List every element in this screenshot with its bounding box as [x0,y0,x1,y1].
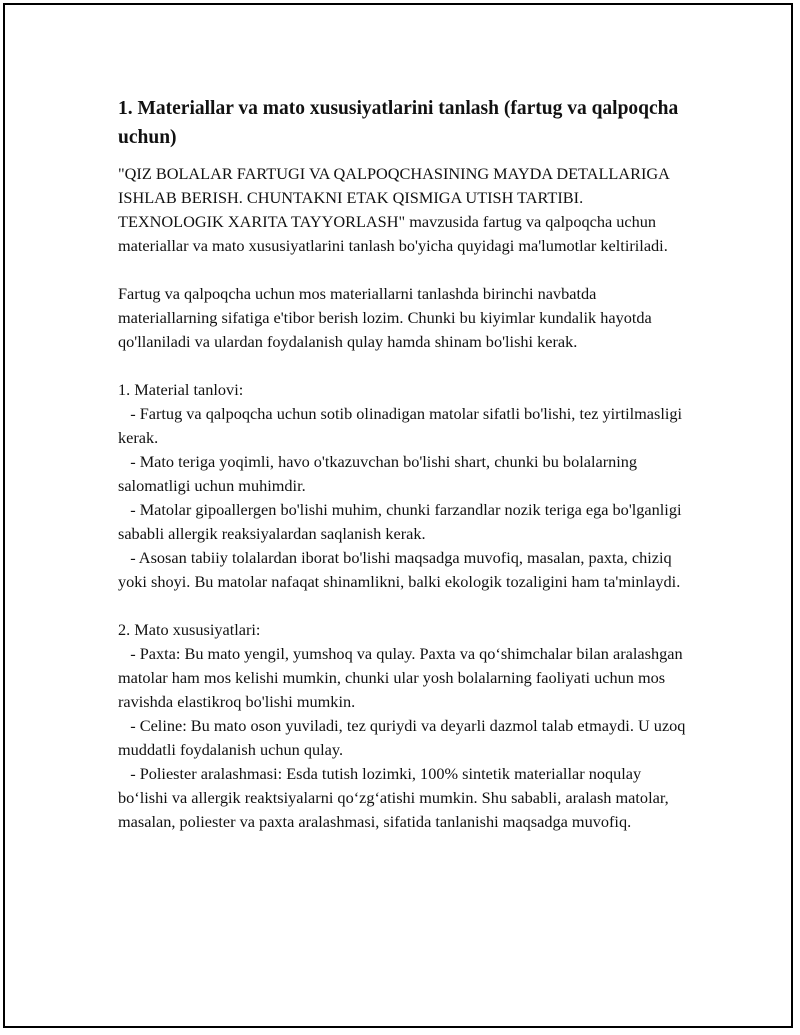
section-fabric-properties [118,618,690,834]
document-body [118,94,690,858]
paragraph-materials-quality: Fartug va qalpoqcha uchun mos materiallarni tanlashda birinchi navbatda materiallarning sifatiga e'tibor berish lozim. Chunki bu kiyimlar kundalik hayotda qo'llaniladi va ulardan foydalanish qulay hamda shinam bo'lishi kerak. [118,284,656,351]
section-title: 1. Material tanlovi: [118,380,244,399]
section-heading: 1. Materiallar va mato xususiyatlarini tanlash (fartug va qalpoqcha uchun) [118,98,679,148]
list-item: - Asosan tabiiy tolalardan iborat bo'lishi maqsadga muvofiq, masalan, paxta, chiziq yoki shoyi. Bu matolar nafaqat shinamlikni, balki ekologik tozaligini ham ta'minlaydi. [118,548,681,591]
section-title: 2. Mato xususiyatlari: [118,620,261,639]
list-item: - Paxta: Bu mato yengil, yumshoq va qulay. Paxta va qo‘shimchalar bilan aralashgan matolar ham mos kelishi mumkin, chunki ular yosh bolalarning faoliyati uchun mos ravishda elastikroq bo'lishi mumkin. [118,644,683,711]
list-item: - Celine: Bu mato oson yuviladi, tez quriydi va deyarli dazmol talab etmaydi. U uzoq muddatli foydalanish uchun qulay. [118,716,686,759]
section-material-selection [118,378,690,594]
list-item: - Poliester aralashmasi: Esda tutish lozimki, 100% sintetik materiallar noqulay bo‘lishi va allergik reaktsiyalarni qo‘zg‘atishi mumkin. Shu sababli, aralash matolar, masalan, poliester va paxta aralashmasi, sifatida tanlanishi maqsadga muvofiq. [118,764,669,831]
list-item: - Fartug va qalpoqcha uchun sotib olinadigan matolar sifatli bo'lishi, tez yirtilmasligi kerak. [118,404,683,447]
intro-paragraph: "QIZ BOLALAR FARTUGI VA QALPOQCHASINING MAYDA DETALLARIGA ISHLAB BERISH. CHUNTAKNI ETAK QISMIGA UTISH TARTIBI. TEXNOLOGIK XARITA TAYYORLASH" mavzusida fartug va qalpoqcha uchun materiallar va mato xususiyatlarini tanlash bo'yicha quyidagi ma'lumotlar keltiriladi. [118,164,674,255]
list-item: - Matolar gipoallergen bo'lishi muhim, chunki farzandlar nozik teriga ega bo'lganligi sababli allergik reaksiyalardan saqlanish kerak. [118,500,682,543]
list-item: - Mato teriga yoqimli, havo o'tkazuvchan bo'lishi shart, chunki bu bolalarning salomatligi uchun muhimdir. [118,452,638,495]
